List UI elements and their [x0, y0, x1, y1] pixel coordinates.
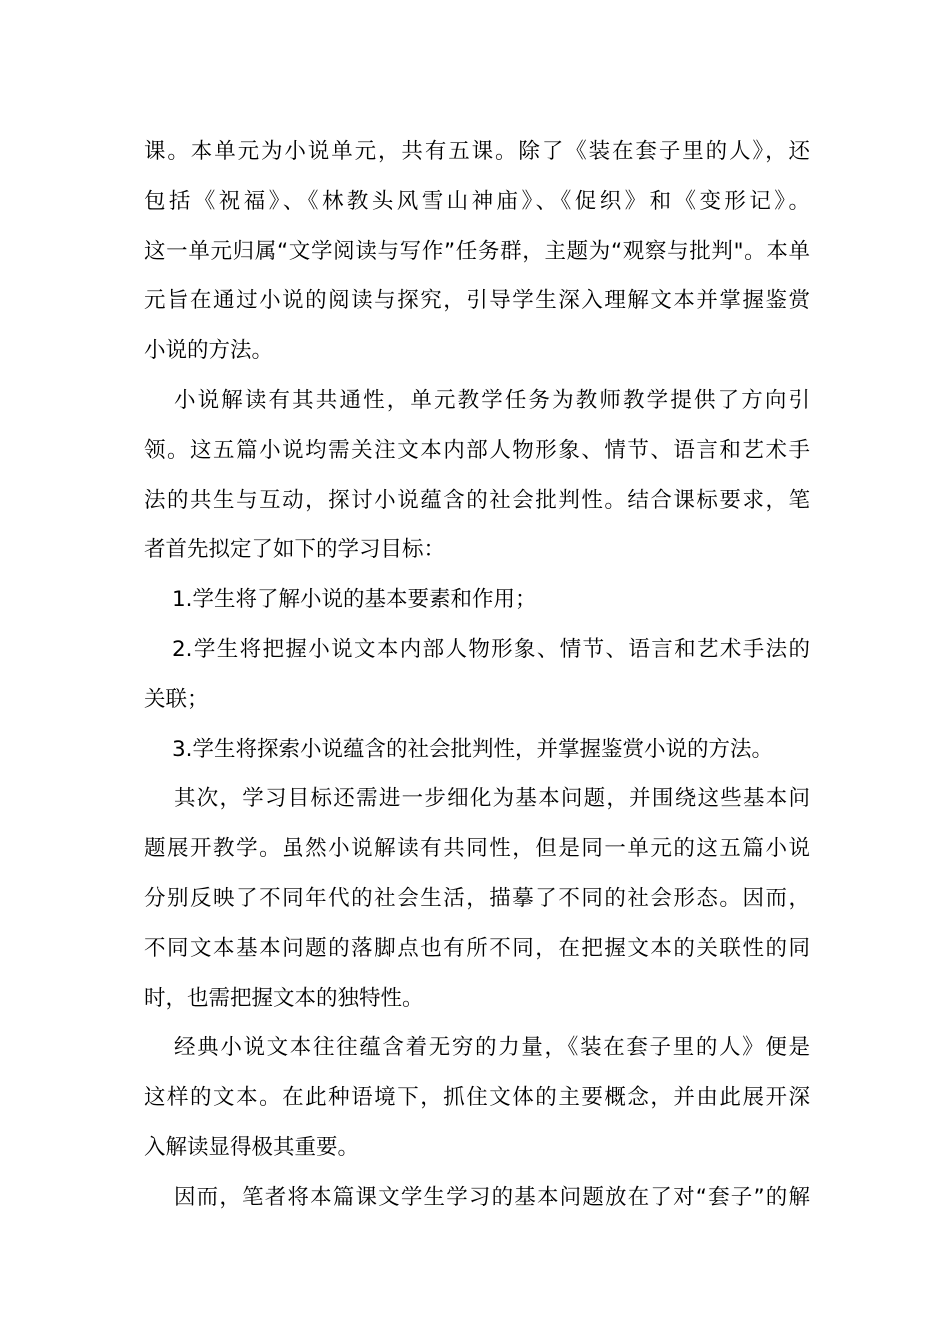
- text-line: 关联；: [144, 686, 209, 712]
- list-item: 3.学生将探索小说蕴含的社会批判性，并掌握鉴赏小说的方法。: [172, 736, 774, 762]
- list-item: 2.学生将把握小说文本内部人物形象、情节、语言和艺术手法的: [172, 636, 810, 662]
- text-line: 分别反映了不同年代的社会生活，描摹了不同的社会形态。因而，: [144, 885, 810, 911]
- text-line: 课。本单元为小说单元，共有五课。除了《装在套子里的人》，还: [144, 139, 810, 164]
- text-line: 领。这五篇小说均需关注文本内部人物形象、情节、语言和艺术手: [144, 437, 810, 463]
- text-line: 其次，学习目标还需进一步细化为基本问题，并围绕这些基本问: [174, 786, 810, 812]
- text-line: 因而，笔者将本篇课文学生学习的基本问题放在了对“套子”的解: [174, 1184, 810, 1210]
- text-line: 题展开教学。虽然小说解读有共同性，但是同一单元的这五篇小说: [144, 836, 810, 862]
- text-line: 这样的文本。在此种语境下，抓住文体的主要概念，并由此展开深: [144, 1085, 810, 1111]
- text-line: 经典小说文本往往蕴含着无穷的力量，《装在套子里的人》便是: [174, 1035, 810, 1061]
- text-line: 者首先拟定了如下的学习目标：: [144, 537, 446, 563]
- text-line: 入解读显得极其重要。: [144, 1134, 360, 1160]
- text-line: 小说的方法。: [144, 338, 274, 364]
- text-line: 法的共生与互动，探讨小说蕴含的社会批判性。结合课标要求，笔: [144, 487, 810, 513]
- text-line: 包括《祝福》、《林教头风雪山神庙》、《促织》和《变形记》。: [144, 188, 810, 214]
- text-line: 这一单元归属“文学阅读与写作”任务群，主题为“观察与批判"。本单: [144, 238, 810, 264]
- text-line: 时，也需把握文本的独特性。: [144, 985, 424, 1011]
- text-line: 小说解读有其共通性，单元教学任务为教师教学提供了方向引: [174, 387, 810, 413]
- list-item: 1.学生将了解小说的基本要素和作用；: [172, 587, 537, 613]
- body-text: [144, 127, 810, 1223]
- text-line: 不同文本基本问题的落脚点也有所不同，在把握文本的关联性的同: [144, 935, 810, 961]
- text-line: 元旨在通过小说的阅读与探究，引导学生深入理解文本并掌握鉴赏: [144, 288, 810, 314]
